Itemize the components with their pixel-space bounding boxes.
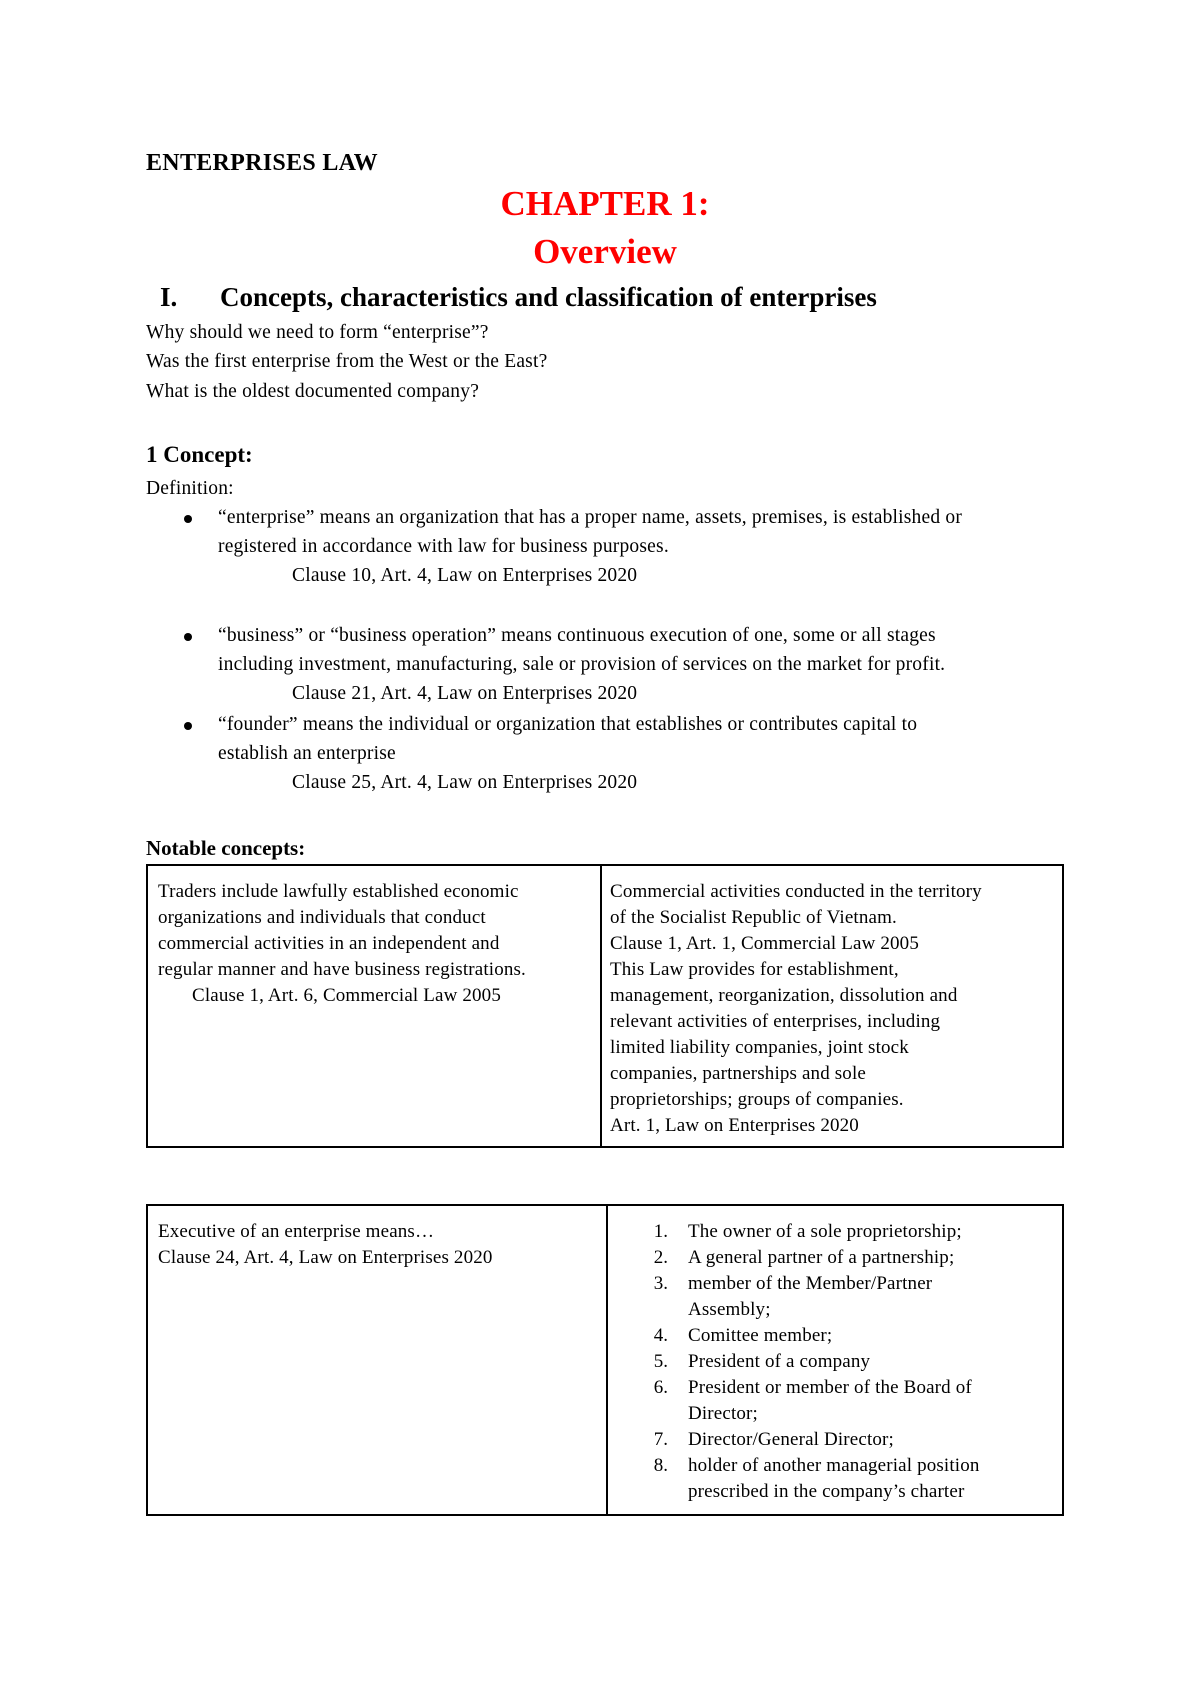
definition-line: registered in accordance with law for business purposes. — [218, 536, 669, 557]
table-cell-line: regular manner and have business registrations. — [158, 959, 526, 980]
table-cell-line: companies, partnerships and sole — [610, 1063, 866, 1084]
list-item: holder of another managerial position — [688, 1455, 980, 1476]
question-line: What is the oldest documented company? — [146, 381, 480, 402]
definition-source: Clause 25, Art. 4, Law on Enterprises 2020 — [292, 772, 638, 793]
list-number: 3. — [653, 1273, 668, 1294]
list-item: President or member of the Board of — [688, 1377, 972, 1398]
question-line: Why should we need to form “enterprise”? — [146, 322, 489, 343]
list-item: A general partner of a partnership; — [688, 1247, 955, 1268]
table-cell-line: management, reorganization, dissolution and — [610, 985, 958, 1006]
table-cell-source: Clause 1, Art. 6, Commercial Law 2005 — [192, 985, 501, 1006]
definition-source: Clause 10, Art. 4, Law on Enterprises 2020 — [292, 565, 638, 586]
section-title: Concepts, characteristics and classification of enterprises — [220, 282, 877, 312]
definition-label: Definition: — [146, 478, 234, 499]
table-cell-line: limited liability companies, joint stock — [610, 1037, 909, 1058]
section-heading — [160, 282, 877, 313]
document-title: ENTERPRISES LAW — [146, 150, 378, 176]
concept-heading: 1 Concept: — [146, 442, 253, 467]
definition-line: including investment, manufacturing, sale or provision of services on the market for profit. — [218, 654, 946, 675]
list-number: 6. — [653, 1377, 668, 1398]
table-cell-line: commercial activities in an independent and — [158, 933, 500, 954]
bullet-icon — [184, 633, 192, 641]
chapter-subtitle: Overview — [533, 232, 677, 271]
notable-table-1 — [146, 864, 1064, 1148]
definition-line: “enterprise” means an organization that has a proper name, assets, premises, is established or — [218, 507, 963, 528]
table-divider — [606, 1206, 608, 1514]
bullet-icon — [184, 722, 192, 730]
list-item: prescribed in the company’s charter — [688, 1481, 965, 1502]
definition-source: Clause 21, Art. 4, Law on Enterprises 2020 — [292, 683, 638, 704]
definition-line: “business” or “business operation” means continuous execution of one, some or all stages — [218, 625, 936, 646]
list-item: Assembly; — [688, 1299, 771, 1320]
question-line: Was the first enterprise from the West or the East? — [146, 351, 548, 372]
table-cell-line: relevant activities of enterprises, including — [610, 1011, 941, 1032]
list-item: Comittee member; — [688, 1325, 833, 1346]
definition-line: “founder” means the individual or organization that establishes or contributes capital to — [218, 714, 918, 735]
list-number: 1. — [653, 1221, 668, 1242]
list-item: President of a company — [688, 1351, 871, 1372]
list-number: 8. — [653, 1455, 668, 1476]
table-cell-line: proprietorships; groups of companies. — [610, 1089, 904, 1110]
chapter-title: CHAPTER 1: — [500, 184, 710, 223]
table-divider — [600, 866, 602, 1146]
table-cell-line: Executive of an enterprise means… — [158, 1221, 435, 1242]
list-number: 2. — [653, 1247, 668, 1268]
list-item: The owner of a sole proprietorship; — [688, 1221, 962, 1242]
table-cell-line: Traders include lawfully established economic — [158, 881, 519, 902]
table-cell-line: of the Socialist Republic of Vietnam. — [610, 907, 897, 928]
table-cell-line: This Law provides for establishment, — [610, 959, 899, 980]
list-item: Director/General Director; — [688, 1429, 894, 1450]
table-cell-line: Clause 1, Art. 1, Commercial Law 2005 — [610, 933, 919, 954]
bullet-icon — [184, 515, 192, 523]
list-item: member of the Member/Partner — [688, 1273, 933, 1294]
table-cell-line: organizations and individuals that conduct — [158, 907, 486, 928]
table-cell-line: Commercial activities conducted in the territory — [610, 881, 982, 902]
list-number: 7. — [653, 1429, 668, 1450]
section-number: I. — [160, 282, 178, 312]
list-number: 5. — [653, 1351, 668, 1372]
table-cell-source: Clause 24, Art. 4, Law on Enterprises 2020 — [158, 1247, 493, 1268]
notable-heading: Notable concepts: — [146, 836, 306, 860]
list-item: Director; — [688, 1403, 758, 1424]
definition-line: establish an enterprise — [218, 743, 396, 764]
notable-table-2 — [146, 1204, 1064, 1516]
list-number: 4. — [653, 1325, 668, 1346]
table-cell-line: Art. 1, Law on Enterprises 2020 — [610, 1115, 859, 1136]
